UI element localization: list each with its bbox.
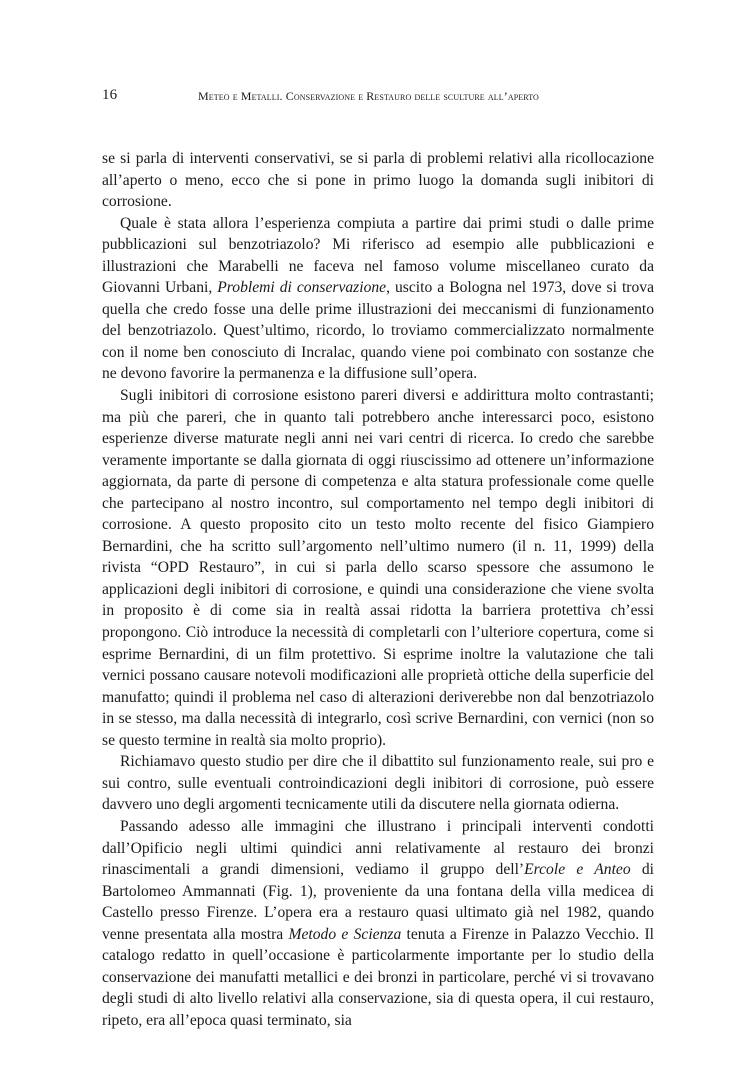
paragraph-text: Quale è stata allora l’esperienza compiuta a partire dai primi studi o dalle prime pubblicazioni sul benzotriazolo? Mi riferisco ad esempio alle pubblicazioni e illustrazioni che Marabelli ne faceva nel famoso volume miscellaneo curato da Giovanni Urbani, <box>102 214 654 297</box>
running-title: Meteo e Metalli. Conservazione e Restauro delle sculture all’aperto <box>198 89 539 103</box>
exhibition-title: Metodo e Scienza <box>288 925 402 943</box>
paragraph-text: Passando adesso alle immagini che illustrano i principali interventi condotti dall’Opificio negli ultimi quindici anni relativamente al restauro dei bronzi rinascimentali a grandi dimensioni, vediamo il gruppo dell’ <box>102 817 654 879</box>
artwork-title: Ercole e Anteo <box>524 861 631 879</box>
paragraph-text: Sugli inibitori di corrosione esistono pareri diversi e addirittura molto contrastanti; ma più che pareri, che in quanto tali potrebbero anche interessarci poco, esistono esperienze diverse maturate negli anni nei vari centri di ricerca. Io credo che sarebbe veramente importante se dalla giornata di oggi riuscissimo ad ottenere un’informazione aggiornata, da parte di persone di competenza e alta statura professionale come quelle che partecipano al nostro incontro, sul comportamento nel tempo degli inibitori di corrosione. A questo proposito cito un testo molto recente del fisico Giampiero Bernardini, che ha scritto sull’argomento nell’ultimo numero (il n. 11, 1999) della rivista “OPD Restauro”, in cui si parla dello scarso spessore che assumono le applicazioni degli inibitori di corrosione, e quindi una considerazione che viene svolta in proposito è di come sia in realtà assai ridotta la barriera protettiva ch’essi propongono. Ciò introduce la necessità di completarli con l’ulteriore copertura, come si esprime Bernardini, di un film protettivo. Si esprime inoltre la valutazione che tali vernici possano causare notevoli modificazioni alle proprietà ottiche della superficie del manufatto; quindi il problema nel caso di alterazioni deriverebbe non dal benzotriazolo in se stesso, ma dalla necessità di integrarlo, così scrive Bernardini, con vernici (non so se questo termine in realtà sia molto proprio). <box>102 387 654 749</box>
paragraph <box>102 751 654 816</box>
paragraph <box>102 148 654 213</box>
book-title: Problemi di conservazione <box>217 279 387 297</box>
paragraph-text: Richiamavo questo studio per dire che il dibattito sul funzionamento reale, sui pro e sui contro, sulle eventuali controindicazioni degli inibitori di corrosione, può essere davvero uno degli argomenti tecnicamente utili da discutere nella giornata odierna. <box>102 753 654 814</box>
paragraph <box>102 385 654 751</box>
page-number: 16 <box>102 87 118 103</box>
running-header <box>102 86 662 104</box>
paragraph-text: se si parla di interventi conservativi, se si parla di problemi relativi alla ricollocazione all’aperto o meno, ecco che si pone in primo luogo la domanda sugli inibitori di corrosione. <box>102 150 654 211</box>
body-text <box>102 148 654 1031</box>
paragraph <box>102 213 654 385</box>
paragraph-text: di Bartolomeo Ammannati (Fig. 1), proveniente da una fontana della villa medicea di Castello presso Firenze. L’opera era a restauro quasi ultimato già nel 1982, quando venne presentata alla mostra <box>102 861 654 943</box>
paragraph <box>102 816 654 1031</box>
paragraph-text: tenuta a Firenze in Palazzo Vecchio. Il catalogo redatto in quell’occasione è particolarmente importante per lo studio della conservazione dei manufatti metallici e dei bronzi in particolare, perché vi si trovavano degli studi di alto livello relativi alla conservazione, sia di questa opera, il cui restauro, ripeto, era all’epoca quasi terminato, sia <box>102 925 654 1029</box>
paragraph-text: , uscito a Bologna nel 1973, dove si trova quella che credo fosse una delle prime illustrazioni dei meccanismi di funzionamento del benzotriazolo. Quest’ultimo, ricordo, lo troviamo commercializzato normalmente con il nome ben conosciuto di Incralac, quando viene poi combinato con sostanze che ne devono favorire la permanenza e la diffusione sull’opera. <box>102 279 654 383</box>
